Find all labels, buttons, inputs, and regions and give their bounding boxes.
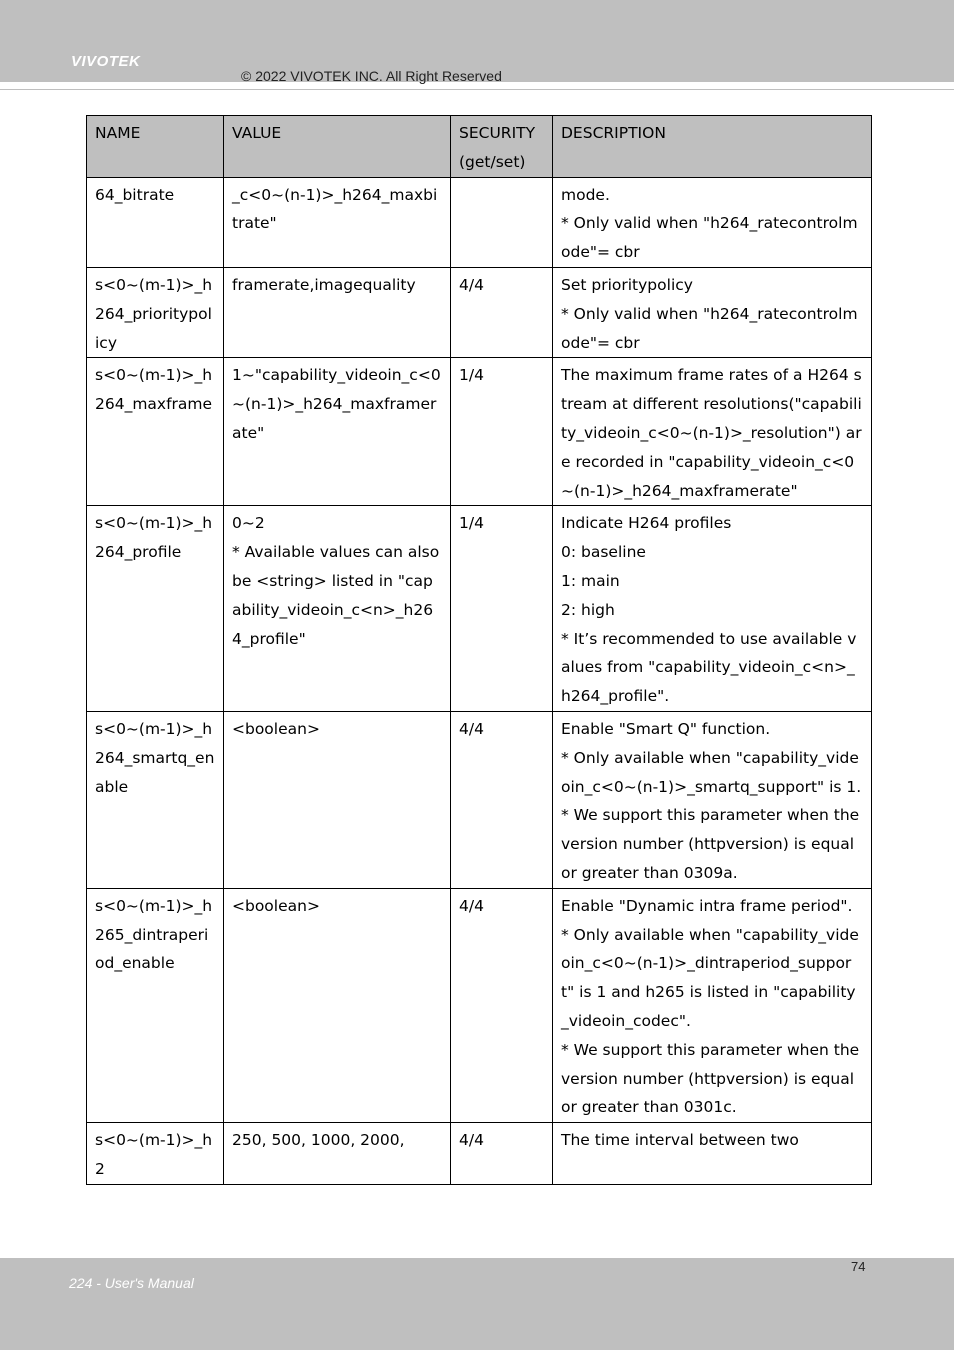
cell-name: s<0~(m-1)>_h264_smartq_enable [87, 711, 224, 888]
value-line: 250, 500, 1000, 2000, [232, 1131, 405, 1150]
column-header-value: VALUE [224, 116, 451, 178]
value-line: framerate,imagequality [232, 275, 416, 294]
table-header-row [87, 116, 872, 178]
description-line: 1: main [561, 571, 620, 590]
column-header-security: SECURITY(get/set) [451, 116, 553, 178]
value-line: <boolean> [232, 719, 320, 738]
page-number: 74 [851, 1259, 866, 1274]
description-line: The time interval between two [561, 1131, 799, 1150]
description-line: Enable "Smart Q" function. [561, 719, 771, 738]
header-divider [0, 89, 954, 90]
table-row [87, 267, 872, 357]
footer-band [0, 1258, 954, 1350]
description-line: mode. [561, 185, 610, 204]
copyright-text: © 2022 VIVOTEK INC. All Right Reserved [241, 68, 502, 84]
description-line: Enable "Dynamic intra frame period". [561, 896, 853, 915]
table-row [87, 358, 872, 506]
cell-name: s<0~(m-1)>_h2 [87, 1123, 224, 1185]
table-body [87, 177, 872, 1184]
parameter-table [86, 115, 872, 1185]
cell-security: 4/4 [451, 711, 553, 888]
table-row [87, 888, 872, 1122]
cell-value [224, 267, 451, 357]
value-line: 0~2 [232, 514, 265, 533]
description-line: * We support this parameter when the version number (httpversion) is equal or greater than 0309a. [561, 806, 860, 882]
manual-label: 224 - User's Manual [69, 1275, 194, 1291]
cell-value [224, 358, 451, 506]
description-line: 2: high [561, 600, 615, 619]
cell-value [224, 1123, 451, 1185]
cell-description [553, 888, 872, 1122]
cell-security: 1/4 [451, 358, 553, 506]
description-line: * Only valid when "h264_ratecontrolmode"= cbr [561, 214, 858, 262]
cell-name: s<0~(m-1)>_h265_dintraperiod_enable [87, 888, 224, 1122]
column-header-description: DESCRIPTION [553, 116, 872, 178]
cell-security: 4/4 [451, 267, 553, 357]
table-row [87, 1123, 872, 1185]
description-line: Set prioritypolicy [561, 275, 693, 294]
description-line: * Only valid when "h264_ratecontrolmode"= cbr [561, 304, 858, 352]
cell-description [553, 1123, 872, 1185]
description-line: * It’s recommended to use available values from "capability_videoin_c<n>_h264_profile". [561, 629, 857, 706]
cell-description [553, 358, 872, 506]
cell-description [553, 267, 872, 357]
cell-value [224, 506, 451, 712]
table-row [87, 506, 872, 712]
cell-security: 1/4 [451, 506, 553, 712]
cell-name: 64_bitrate [87, 177, 224, 267]
description-line: Indicate H264 profiles [561, 514, 732, 533]
value-line: 1~"capability_videoin_c<0~(n-1)>_h264_maxframerate" [232, 366, 441, 442]
cell-description [553, 711, 872, 888]
cell-security: 4/4 [451, 888, 553, 1122]
value-line: * Available values can also be <string> listed in "capability_videoin_c<n>_h264_profile" [232, 543, 440, 648]
value-line: <boolean> [232, 896, 320, 915]
description-line: * Only available when "capability_videoin_c<0~(n-1)>_dintraperiod_support" is 1 and h265 is listed in "capability_videoin_codec". [561, 925, 859, 1030]
cell-security [451, 177, 553, 267]
description-line: 0: baseline [561, 543, 646, 562]
cell-name: s<0~(m-1)>_h264_prioritypolicy [87, 267, 224, 357]
brand-logo: VIVOTEK [71, 53, 141, 70]
cell-description [553, 177, 872, 267]
table-row [87, 711, 872, 888]
cell-description [553, 506, 872, 712]
description-line: * We support this parameter when the version number (httpversion) is equal or greater than 0301c. [561, 1040, 860, 1117]
value-line: _c<0~(n-1)>_h264_maxbitrate" [232, 185, 438, 233]
cell-name: s<0~(m-1)>_h264_maxframe [87, 358, 224, 506]
column-header-name: NAME [87, 116, 224, 178]
table-row [87, 177, 872, 267]
cell-value [224, 177, 451, 267]
cell-security: 4/4 [451, 1123, 553, 1185]
description-line: The maximum frame rates of a H264 stream at different resolutions("capability_videoin_c<0~(n-1)>_resolution") are recorded in "capability_videoin_c<0~(n-1)>_h264_maxframerate" [561, 366, 862, 500]
cell-value [224, 711, 451, 888]
cell-value [224, 888, 451, 1122]
cell-name: s<0~(m-1)>_h264_profile [87, 506, 224, 712]
description-line: * Only available when "capability_videoin_c<0~(n-1)>_smartq_support" is 1. [561, 748, 862, 796]
